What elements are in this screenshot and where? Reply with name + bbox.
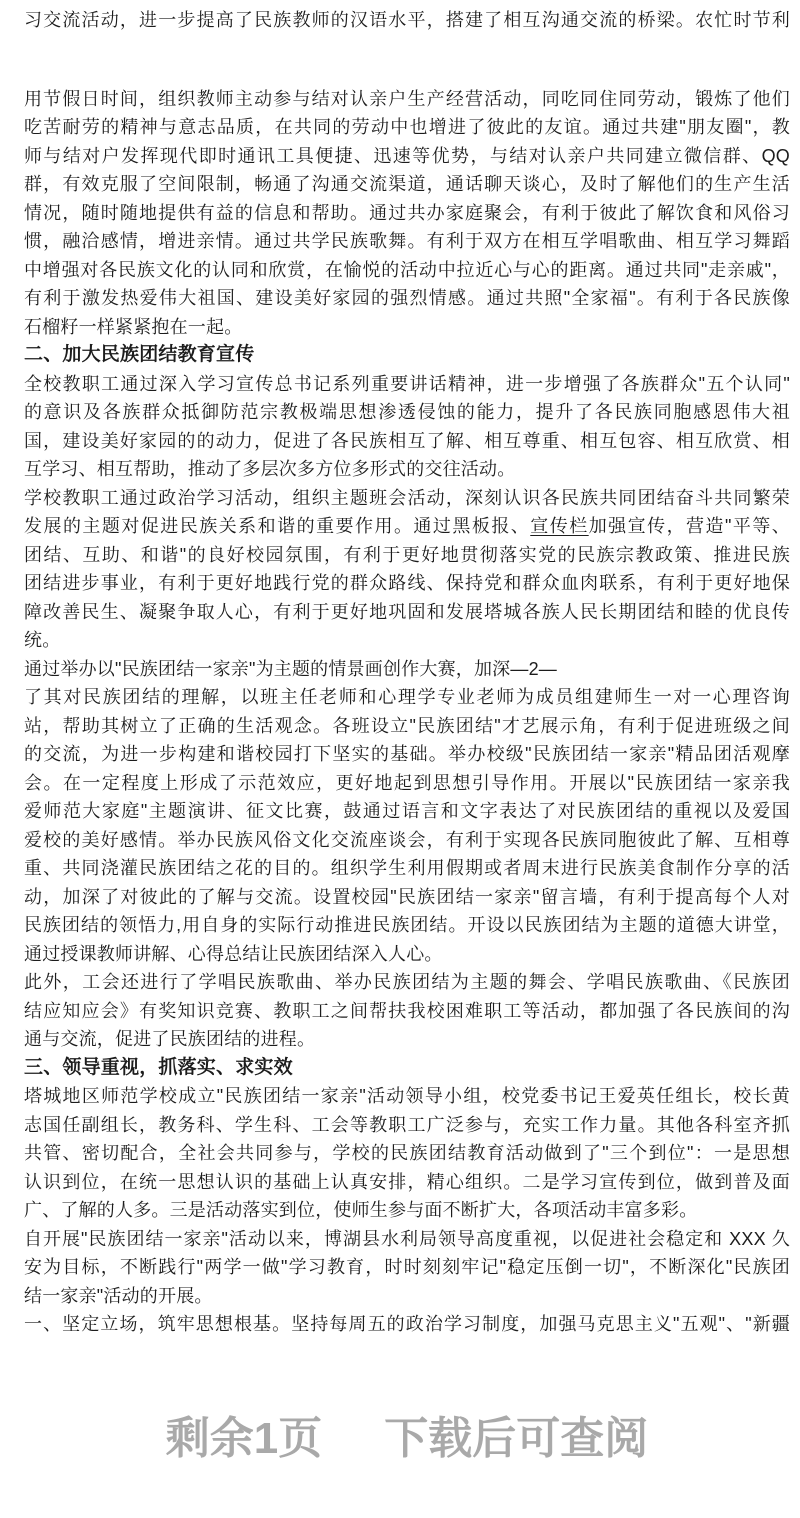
text-line: 志国任副组长，教务科、学生科、工会等教职工广泛参与，充实工作力量。其他各科室齐抓: [24, 1114, 790, 1135]
text-line: 习交流活动，进一步提高了民族教师的汉语水平，搭建了相互沟通交流的桥梁。农忙时节利: [24, 10, 790, 30]
text-line: 安为目标，不断践行"两学一做"学习教育，时时刻刻牢记"稳定压倒一切"，不断深化"民族团: [24, 1257, 790, 1277]
text-line: 有利于激发热爱伟大祖国、建设美好家园的强烈情感。通过共照"全家福"。有利于各民族像: [24, 288, 790, 308]
underlined-text: 宣传栏: [530, 516, 589, 536]
text-line: 动，加深了对彼此的了解与交流。设置校园"民族团结一家亲"留言墙，有利于提高每个人对: [24, 886, 790, 907]
text-line: 统。: [24, 630, 61, 650]
text-line: 群，有效克服了空间限制，畅通了沟通交流渠道，通话聊天谈心，及时了解他们的生产生活: [24, 174, 790, 194]
text-line: 站，帮助其树立了正确的生活观念。各班设立"民族团结"才艺展示角，有利于促进班级之间: [24, 715, 790, 736]
text-line: 国，建设美好家园的的动力，促进了各民族相互了解、相互尊重、相互包容、相互欣赏、相: [24, 430, 790, 451]
text-line: 认识到位，在统一思想认识的基础上认真安排，精心组织。二是学习宣传到位，做到普及面: [24, 1171, 790, 1192]
text-line: 团结、互助、和谐"的良好校园氛围，有利于更好地贯彻落实党的民族宗教政策、推进民族: [24, 544, 790, 565]
text-line: 结一家亲"活动的开展。: [24, 1285, 213, 1306]
text-line: 自开展"民族团结一家亲"活动以来，博湖县水利局领导高度重视，以促进社会稳定和 XXX 久: [24, 1228, 790, 1249]
text-line: 爱校的美好感情。举办民族风俗文化交流座谈会，有利于实现各民族同胞彼此了解、互相尊: [24, 829, 790, 850]
text-line: 通与交流，促进了民族团结的进程。: [24, 1029, 316, 1049]
remaining-pages-watermark: [24, 1413, 790, 1465]
text-line: 民族团结的领悟力,用自身的实际行动推进民族团结。开设以民族团结为主题的道德大讲堂，: [24, 915, 790, 935]
text-line: 爱师范大家庭"主题演讲、征文比赛，鼓通过语言和文字表达了对民族团结的重视以及爱国: [24, 801, 790, 821]
text-line: 结应知应会》有奖知识竞赛、教职工之间帮扶我校困难职工等活动，都加强了各民族间的沟: [24, 1000, 790, 1021]
text-line: 通过举办以"民族团结一家亲"为主题的情景画创作大赛，加深—2—: [24, 658, 557, 679]
text-line: 一、坚定立场，筑牢思想根基。坚持每周五的政治学习制度，加强马克思主义"五观"、"新疆: [24, 1314, 790, 1334]
section-heading: 三、领导重视，抓落实、求实效: [24, 1056, 293, 1078]
text-line: 广、了解的人多。三是活动落实到位，使师生参与面不断扩大，各项活动丰富多彩。: [24, 1200, 698, 1220]
remaining-pages-text: 剩余1页: [165, 1413, 323, 1463]
text-line: 互学习、相互帮助，推动了多层次多方位多形式的交往活动。: [24, 459, 516, 479]
text-line: 师与结对户发挥现代即时通讯工具便捷、迅速等优势，与结对认亲户共同建立微信群、QQ: [24, 145, 790, 166]
text-line: 会。在一定程度上形成了示范效应，更好地起到思想引导作用。开展以"民族团结一家亲我: [24, 772, 790, 793]
text-line: 用节假日时间，组织教师主动参与结对认亲户生产经营活动，同吃同住同劳动，锻炼了他们: [24, 88, 790, 109]
text-line: 惯，融洽感情，增进亲情。通过共学民族歌舞。有利于双方在相互学唱歌曲、相互学习舞蹈: [24, 231, 790, 251]
section-heading: 二、加大民族团结教育宣传: [24, 344, 255, 365]
text-line: 中增强对各民族文化的认同和欣赏，在愉悦的活动中拉近心与心的距离。通过共同"走亲戚"，: [24, 259, 790, 280]
text-line: 塔城地区师范学校成立"民族团结一家亲"活动领导小组，校党委书记王爱英任组长，校长黄: [24, 1086, 790, 1106]
document-body: [24, 6, 790, 1339]
text-line: 发展的主题对促进民族关系和谐的重要作用。通过黑板报、宣传栏加强宣传，营造"平等、: [24, 516, 790, 536]
text-line: 学校教职工通过政治学习活动，组织主题班会活动，深刻认识各民族共同团结奋斗共同繁荣: [24, 487, 790, 508]
text-line: 团结进步事业，有利于更好地践行党的群众路线、保持党和群众血肉联系，有利于更好地保: [24, 573, 790, 593]
text-line: 的交流，为进一步构建和谐校园打下坚实的基础。举办校级"民族团结一家亲"精品团活观摩: [24, 744, 790, 764]
download-hint-text: 下载后可查阅: [384, 1413, 649, 1463]
text-line: 的意识及各族群众抵御防范宗教极端思想渗透侵蚀的能力，提升了各民族同胞感恩伟大祖: [24, 402, 790, 422]
text-line: 情况，随时随地提供有益的信息和帮助。通过共办家庭聚会，有利于彼此了解饮食和风俗习: [24, 202, 790, 223]
text-line: 吃苦耐劳的精神与意志品质，在共同的劳动中也增进了彼此的友谊。通过共建"朋友圈"，教: [24, 117, 790, 137]
text-line: 障改善民生、凝聚争取人心，有利于更好地巩固和发展塔城各族人民长期团结和睦的优良传: [24, 601, 790, 622]
text-line: 了其对民族团结的理解，以班主任老师和心理学专业老师为成员组建师生一对一心理咨询: [24, 687, 790, 707]
text-line: 全校教职工通过深入学习宣传总书记系列重要讲话精神，进一步增强了各族群众"五个认同": [24, 373, 790, 394]
text-line: 通过授课教师讲解、心得总结让民族团结深入人心。: [24, 943, 443, 964]
page-break-gap: [24, 35, 790, 85]
text-line: 共管、密切配合，全社会共同参与，学校的民族团结教育活动做到了"三个到位"：一是思想: [24, 1143, 790, 1163]
text-line: 重、共同浇灌民族团结之花的目的。组织学生利用假期或者周末进行民族美食制作分享的活: [24, 858, 790, 878]
text-line: 此外，工会还进行了学唱民族歌曲、举办民族团结为主题的舞会、学唱民族歌曲、《民族团: [24, 972, 790, 992]
text-line: 石榴籽一样紧紧抱在一起。: [24, 316, 243, 337]
